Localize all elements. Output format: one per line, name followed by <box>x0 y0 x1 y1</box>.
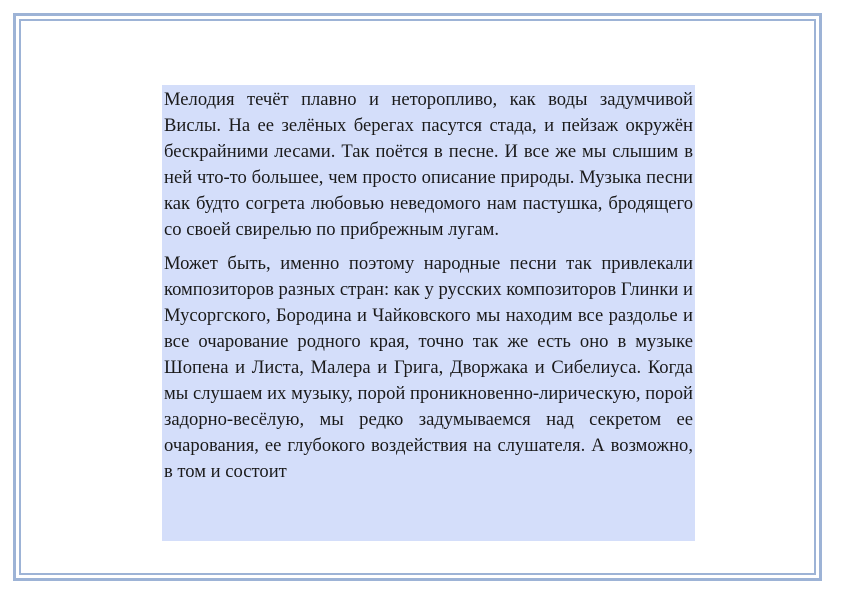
paragraph-1: Мелодия течёт плавно и неторопливо, как воды задумчивой Вислы. На ее зелёных берегах пасутся стада, и пейзаж окружён бескрайними лесами. Так поётся в песне. И все же мы слышим в ней что-то большее, чем просто описание природы. Музыка песни как будто согрета любовью неведомого нам пастушка, бродящего со своей свирелью по прибрежным лугам. <box>164 89 693 240</box>
paragraph-2: Может быть, именно поэтому народные песни так привлекали композиторов разных стран: как у русских композиторов Глинки и Мусоргского, Бородина и Чайковского мы находим все раздолье и все очарование родного края, точно так же есть оно в музыке Шопена и Листа, Малера и Грига, Дворжака и Сибелиуса. Когда мы слушаем их музыку, порой проникновенно-лирическую, порой задорно-весёлую, мы редко задумываемся над секретом ее очарования, ее глубокого воздействия на слушателя. А возможно, в том и состоит <box>164 253 693 482</box>
text-box[interactable] <box>162 85 695 541</box>
